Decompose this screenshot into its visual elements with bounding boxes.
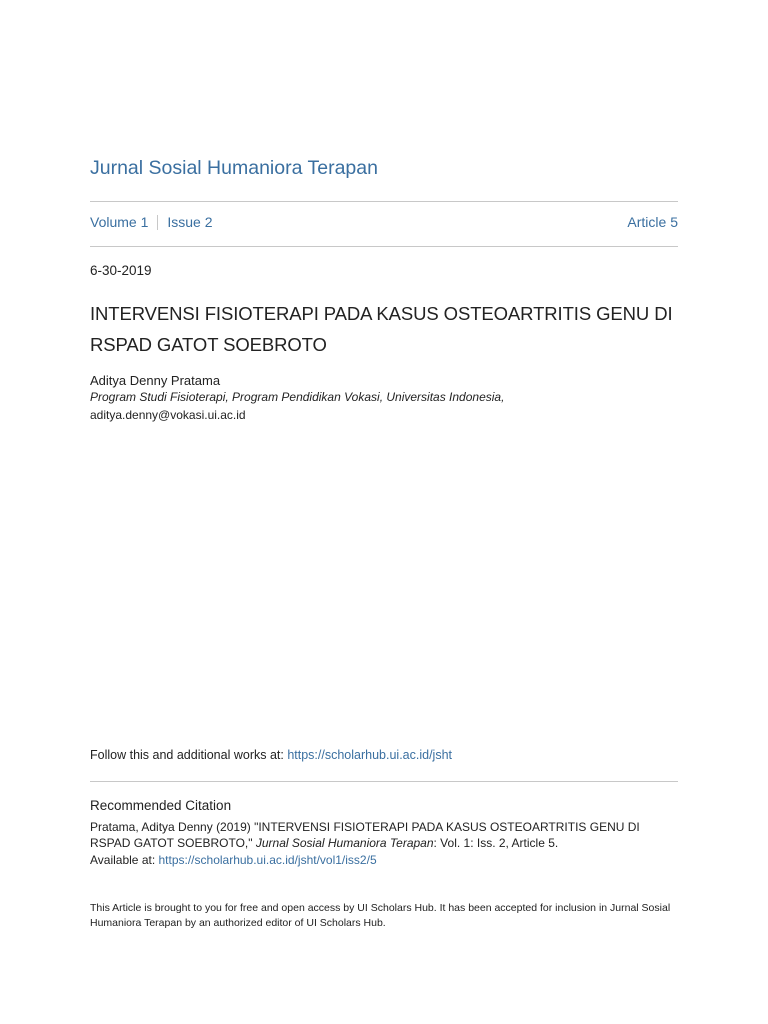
issue-navigation	[90, 214, 678, 230]
author-affiliation: Program Studi Fisioterapi, Program Pendidikan Vokasi, Universitas Indonesia,	[90, 390, 505, 404]
publication-date: 6-30-2019	[90, 263, 152, 278]
follow-text: Follow this and additional works at:	[90, 748, 288, 762]
divider-middle	[90, 246, 678, 247]
citation-prefix: Pratama, Aditya Denny (2019) "INTERVENSI FISIOTERAPI PADA KASUS OSTEOARTRITIS GENU DI RSPAD GATOT SOEBROTO,"	[90, 820, 640, 850]
citation-journal: Jurnal Sosial Humaniora Terapan	[255, 836, 434, 850]
nav-separator	[157, 215, 158, 230]
volume-link[interactable]: Volume 1	[90, 214, 149, 230]
available-at-link[interactable]: https://scholarhub.ui.ac.id/jsht/vol1/iss2/5	[158, 853, 377, 867]
cover-page	[90, 0, 678, 1024]
recommended-citation-heading: Recommended Citation	[90, 798, 232, 813]
available-at-label: Available at:	[90, 853, 159, 867]
journal-title-link[interactable]: Jurnal Sosial Humaniora Terapan	[90, 157, 378, 179]
issue-link[interactable]: Issue 2	[167, 214, 213, 230]
available-at-line	[90, 852, 678, 868]
follow-link[interactable]: https://scholarhub.ui.ac.id/jsht	[287, 748, 453, 762]
article-title: INTERVENSI FISIOTERAPI PADA KASUS OSTEOARTRITIS GENU DI RSPAD GATOT SOEBROTO	[90, 303, 673, 355]
divider-top	[90, 201, 678, 202]
footer-note: This Article is brought to you for free and open access by UI Scholars Hub. It has been accepted for inclusion in Jurnal Sosial Humaniora Terapan by an authorized editor of UI Scholars Hub.	[90, 902, 671, 929]
follow-line	[90, 748, 452, 762]
citation-suffix: : Vol. 1: Iss. 2, Article 5.	[433, 836, 559, 850]
article-link[interactable]: Article 5	[627, 214, 678, 230]
author-name: Aditya Denny Pratama	[90, 373, 221, 388]
author-email: aditya.denny@vokasi.ui.ac.id	[90, 408, 246, 422]
citation-text	[90, 819, 678, 868]
divider-bottom	[90, 781, 678, 782]
